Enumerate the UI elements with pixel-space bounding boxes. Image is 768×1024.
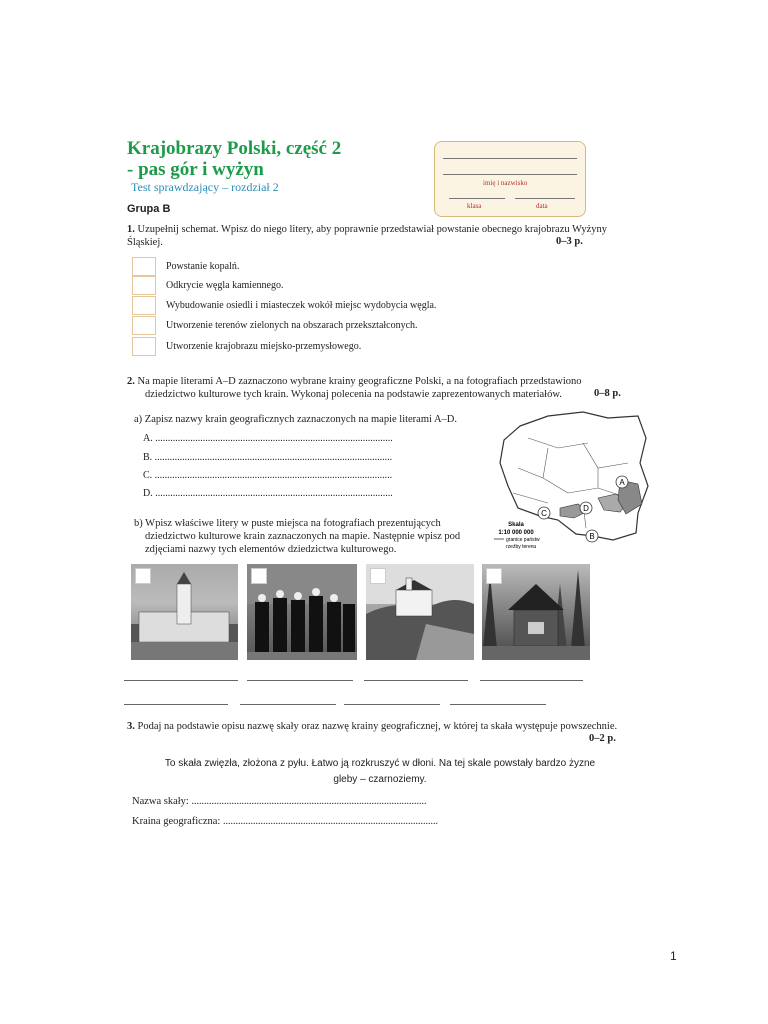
q3-region-input[interactable]: ......................................................................................	[222, 816, 438, 827]
q3-rock-description	[140, 756, 620, 788]
q3-rock-answer	[132, 795, 426, 808]
page-number: 1	[670, 949, 677, 963]
q1-prompt	[127, 223, 647, 236]
class-line[interactable]	[449, 198, 505, 199]
q1-item-3: Wybudowanie osiedli i miasteczek wokół miejsc wydobycia węgla.	[166, 300, 437, 311]
photo-4-letter-box[interactable]	[486, 568, 502, 584]
poland-outline	[500, 412, 648, 540]
name-label: imię i nazwisko	[483, 179, 528, 187]
q1-text: Uzupełnij schemat. Wpisz do niego litery, aby poprawnie przedstawiał powstanie obecnego krajobrazu Wyżyny	[137, 224, 607, 235]
date-line[interactable]	[515, 198, 575, 199]
q3-region-answer	[132, 815, 438, 828]
student-info-box	[434, 141, 586, 217]
photo-castle	[366, 564, 474, 660]
q3-points: 0–2 p.	[589, 733, 616, 744]
q1-points: 0–3 p.	[556, 236, 583, 247]
photo-1-answer-line-1[interactable]	[124, 680, 238, 681]
q1-item-1: Powstanie kopalń.	[166, 261, 240, 272]
q3-number: 3.	[127, 721, 135, 732]
map-letter-b: B	[589, 532, 595, 541]
photo-2-letter-box[interactable]	[251, 568, 267, 584]
photo-3-answer-line-1[interactable]	[364, 680, 468, 681]
legend-relief-label: rzeźby terenu	[506, 544, 537, 550]
date-label: data	[536, 202, 548, 210]
q1-number: 1.	[127, 224, 135, 235]
photo-miners	[247, 564, 357, 660]
q3-description-2: gleby – czarnoziemy.	[333, 774, 427, 785]
q1-item-2: Odkrycie węgla kamiennego.	[166, 280, 284, 291]
q2-number: 2.	[127, 376, 135, 387]
q2-part-b-2: dziedzictwo kulturowe krain zaznaczonych na mapie. Następnie wpisz pod	[145, 531, 461, 542]
q3-region-label: Kraina geograficzna:	[132, 816, 221, 827]
name-line-1[interactable]	[443, 158, 577, 159]
map-scale-value: 1:10 000 000	[498, 530, 534, 536]
map-letter-d: D	[583, 504, 589, 513]
q2-part-b-1: b) Wpisz właściwe litery w puste miejsca na fotografiach prezentujących	[134, 518, 441, 529]
q2-answer-c[interactable]: C. ...............................................................................................	[143, 470, 393, 481]
q1-text-2: Śląskiej.	[127, 237, 163, 248]
photo-3-answer-line-2[interactable]	[344, 704, 440, 705]
map-letter-a: A	[619, 478, 625, 487]
photo-wooden-villa	[482, 564, 590, 660]
q2-points: 0–8 p.	[594, 388, 621, 399]
q1-answer-box-4[interactable]	[132, 316, 156, 335]
photo-4-answer-line-1[interactable]	[480, 680, 583, 681]
q1-answer-box-5[interactable]	[132, 337, 156, 356]
q1-answer-box-1[interactable]	[132, 257, 156, 276]
q2-answer-b[interactable]: B. ...............................................................................................	[143, 452, 393, 463]
photo-2-answer-line-2[interactable]	[240, 704, 336, 705]
map-letter-c: C	[541, 509, 547, 518]
q1-answer-box-3[interactable]	[132, 296, 156, 315]
q3-rock-label: Nazwa skały:	[132, 796, 189, 807]
photo-4-answer-line-2[interactable]	[450, 704, 546, 705]
poland-map	[488, 408, 658, 558]
subtitle: Test sprawdzający – rozdział 2	[131, 180, 279, 194]
q2-answer-d[interactable]: D. ...............................................................................................	[143, 488, 393, 499]
q3-description-1: To skała zwięzła, złożona z pyłu. Łatwo ją rozkruszyć w dłoni. Na tej skale powstały bardzo żyzne	[164, 758, 596, 769]
map-scale-label: Skala	[508, 522, 524, 528]
q3-prompt	[127, 720, 657, 733]
photo-2-answer-line-1[interactable]	[247, 680, 353, 681]
photo-1-answer-line-2[interactable]	[124, 704, 228, 705]
q2-text-2: dziedzictwo kulturowe tych krain. Wykonaj polecenia na podstawie zaprezentowanych materiałów.	[145, 389, 562, 400]
group-label: Grupa B	[127, 203, 171, 215]
legend-border-label: granice państw	[506, 537, 540, 543]
q2-text-1: Na mapie literami A–D zaznaczono wybrane krainy geograficzne Polski, a na fotografiach przedstawiono	[137, 376, 582, 387]
q3-rock-input[interactable]: ..............................................................................................	[191, 796, 427, 807]
q2-prompt	[127, 375, 647, 388]
title-line-1: Krajobrazy Polski, część 2	[127, 138, 342, 159]
q2-answer-a[interactable]: A. ...............................................................................................	[143, 433, 393, 444]
q1-item-5: Utworzenie krajobrazu miejsko-przemysłowego.	[166, 341, 362, 352]
q3-text: Podaj na podstawie opisu nazwę skały oraz nazwę krainy geograficznej, w której ta skała występuje powszechnie.	[137, 721, 618, 732]
class-label: klasa	[467, 202, 482, 210]
photo-3-letter-box[interactable]	[370, 568, 386, 584]
photo-1-letter-box[interactable]	[135, 568, 151, 584]
q2-part-a: a) Zapisz nazwy krain geograficznych zaznaczonych na mapie literami A–D.	[134, 414, 458, 425]
photo-town-hall	[131, 564, 238, 660]
title-line-2: - pas gór i wyżyn	[127, 159, 264, 180]
q1-item-4: Utworzenie terenów zielonych na obszarach przekształconych.	[166, 320, 418, 331]
title	[127, 138, 341, 180]
q1-answer-box-2[interactable]	[132, 276, 156, 295]
name-line-2[interactable]	[443, 174, 577, 175]
q2-part-b-3: zdjęciami nazwy tych elementów dziedzictwa kulturowego.	[145, 544, 397, 555]
